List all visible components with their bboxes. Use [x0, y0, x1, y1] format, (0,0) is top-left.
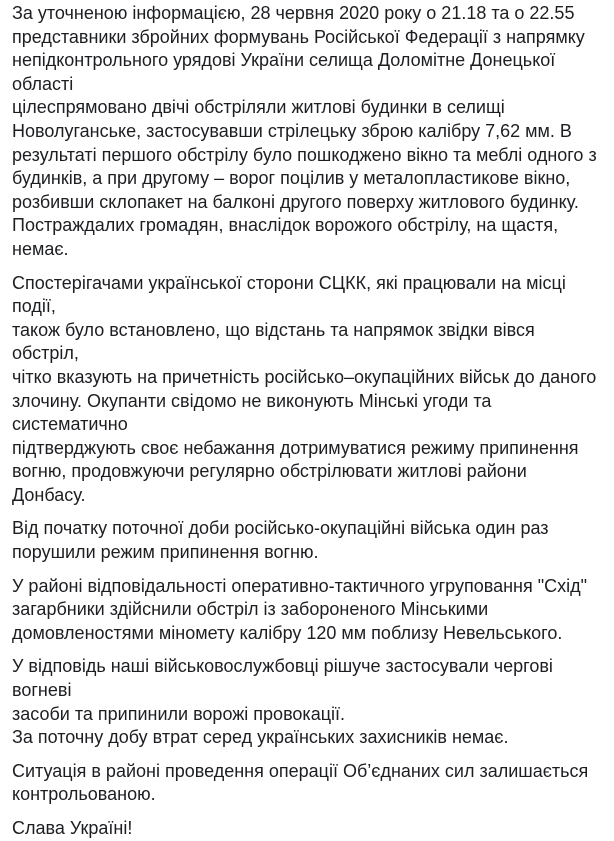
paragraph-closing-slogan: Слава Україні! [12, 818, 133, 838]
paragraph-ceasefire-violations: Від початку поточної доби російсько-окупаційні війська один раз порушили режим припинення вогню. [12, 518, 549, 563]
paragraph-jccc-observers: Спостерігачами української сторони СЦКК, які працювали на місці події, також було встановлено, що відстань та напрямок звідки вівся обстріл, чітко вказують на причетність російсько–окупаційних військ до даного злочину. Окупанти свідомо не виконують Мінські угоди та систематично підтверджують своє небажання дотримуватися режиму припинення вогню, продовжуючи регулярно обстрілювати житлові райони Донбасу. [12, 272, 597, 505]
paragraph-response-and-losses: У відповідь наші військовослужбовці рішуче застосували чергові вогневі засоби та припинили ворожі провокації. За поточну добу втрат серед українських захисників немає. [12, 656, 553, 748]
paragraph-shelling-report: За уточненою інформацією, 28 червня 2020 року о 21.18 та о 22.55 представники збройних формувань Російської Федерації з напрямку непідконтрольного урядові України селища Доломітне Донецької області цілеспрямовано двічі обстріляли житлові будинки в селищі Новолуганське, застосувавши стрілецьку зброю калібру 7,62 мм. В результаті першого обстрілу було пошкоджено вікно та меблі одного з будинків, а при другому – ворог поцілив у металопластикове вікно, розбивши склопакет на балконі другого поверху житлового будинку. Постраждалих громадян, внаслідок ворожого обстрілу, на щастя, немає. [12, 3, 597, 259]
paragraph-situation-controlled: Ситуація в районі проведення операції Об’єднаних сил залишається контрольованою. [12, 760, 589, 805]
paragraph-east-group-sector: У районі відповідальності оперативно-тактичного угруповання "Схід" загарбники здійснили обстріл із забороненого Мінськими домовленостями міномету калібру 120 мм поблизу Невельського. [12, 575, 587, 643]
